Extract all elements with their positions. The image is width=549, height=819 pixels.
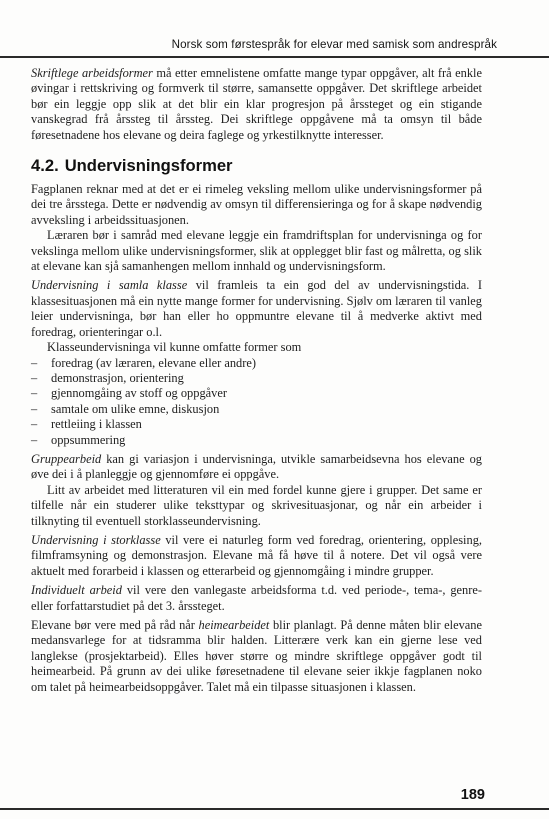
paragraph-individual-work xyxy=(31,583,482,614)
paragraph-group-work xyxy=(31,452,482,483)
list-marker: – xyxy=(31,417,38,432)
paragraph-text: vil framleis ta ein god del av undervisningstida. I klassesituasjonen må ein nytte mange former for undervisning. Sjølv om læraren til vanleg leier undervisninga, bør han eller ho oppmuntre elevane til å medverke aktivt med foredrag, orienteringar o.l. xyxy=(31,278,482,339)
paragraph-class-teaching: Klasseundervisninga vil kunne omfatte former som xyxy=(47,340,302,355)
italic-term: Gruppearbeid xyxy=(31,451,102,466)
teaching-forms-list xyxy=(31,356,482,448)
paragraph-homework xyxy=(31,618,482,695)
paragraph-teacher-plan: Læraren bør i samråd med elevane leggje ein framdriftsplan for undervisninga og for vekslinga mellom ulike undervisningsformer, slik at opplegget blir fast og målretta, og slik at elevane kan sjå samanhengen mellom innhald og undervisningsform. xyxy=(31,228,482,274)
list-marker: – xyxy=(31,401,38,416)
paragraph-text: vil vere ei naturleg form ved foredrag, orientering, opplesing, filmframsyning og demonstrasjon. Elevane må få høve til å notere. Det vil også vere aktuelt med forarbeid i klassen og etterarbeid og gjennomgåing i mindre grupper. xyxy=(31,532,482,578)
italic-term: Individuelt arbeid xyxy=(31,583,122,598)
list-item: – samtale om ulike emne, diskusjon xyxy=(31,401,220,416)
italic-term: Skriftlege arbeidsformer xyxy=(31,66,153,80)
body-text xyxy=(31,66,482,695)
paragraph-syllabus: Fagplanen reknar med at det er ei rimeleg veksling mellom ulike undervisningsformer på dei tre årsstega. Dette er nødvendig av omsyn til differensieringa og for å skape nødvendig avveksling i arbeidssituasjonen. xyxy=(31,182,482,227)
list-item: – demonstrasjon, orientering xyxy=(31,370,184,385)
page-number: 189 xyxy=(460,787,485,803)
paragraph-literature-groups: Litt av arbeidet med litteraturen vil ein med fordel kunne gjere i grupper. Det same er tilfelle når ein studerer ulike teksttypar og skrivesituasjonar, og når ein arbeider i tilknyting til eventuell storklasseundervisning. xyxy=(31,482,482,528)
paragraph-whole-class xyxy=(31,278,482,340)
list-item: – oppsummering xyxy=(31,432,126,447)
paragraph-text: kan gi variasjon i undervisninga, utvikle samarbeidsevna hos elevane og øve dei i å planleggje og gjennomføre ei oppgåve. xyxy=(31,451,482,482)
paragraph-text: vil vere den vanlegaste arbeidsforma t.d. ved periode-, tema-, genre- eller forfattarstudiet på det 3. årssteget. xyxy=(31,583,482,613)
italic-term: Undervisning i storklasse xyxy=(31,532,161,547)
list-item: – rettleiing i klassen xyxy=(31,417,142,432)
paragraph-text: må etter emnelistene omfatte mange typar oppgåver, alt frå enkle øvingar i rettskriving og formverk til større, samansette oppgåver. Det skriftlege arbeidet bør ein leggje opp slik at det blir ein klar progresjon på årssteget og ein stigande vanskegrad frå årssteg til årssteg. Dei skriftlege oppgåvene må ta omsyn til både føresetnadene hos elevane og deira faglege og yrkestilknytte interesser. xyxy=(31,66,482,142)
list-marker: – xyxy=(31,370,38,385)
section-number: 4.2. xyxy=(31,156,59,176)
section-title: Undervisningsformer xyxy=(64,156,233,176)
list-item: – foredrag (av læraren, elevane eller andre) xyxy=(31,355,257,370)
italic-term: Undervisning i samla klasse xyxy=(31,278,188,293)
running-header: Norsk som førstespråk for elevar med samisk som andrespråk xyxy=(171,38,497,51)
section-heading xyxy=(31,156,482,176)
list-marker: – xyxy=(31,432,38,447)
list-item: – gjennomgåing av stoff og oppgåver xyxy=(31,386,227,401)
paragraph-text: Elevane bør vere med på råd når xyxy=(31,618,199,632)
footer-rule xyxy=(0,808,549,810)
list-marker: – xyxy=(31,386,38,401)
paragraph-text: blir planlagt. På denne måten blir elevane medansvarlege for at tidsramma blir halden. Litterære verk kan ein gjerne lese ved langlekse (prosjektarbeid). Elles høver større og mindre skriftlege oppgåver godt til heimearbeid. På grunn av dei ulike føresetnadene til elevane seier ikkje fagplanen noko om talet på heimearbeidsoppgåver. Talet må ein tilpasse situasjonen i klassen. xyxy=(31,618,482,694)
italic-term: heimearbeidet xyxy=(198,618,270,632)
paragraph-written-work xyxy=(31,66,482,143)
list-marker: – xyxy=(31,355,38,370)
paragraph-large-class xyxy=(31,533,482,579)
header-rule xyxy=(0,56,549,58)
